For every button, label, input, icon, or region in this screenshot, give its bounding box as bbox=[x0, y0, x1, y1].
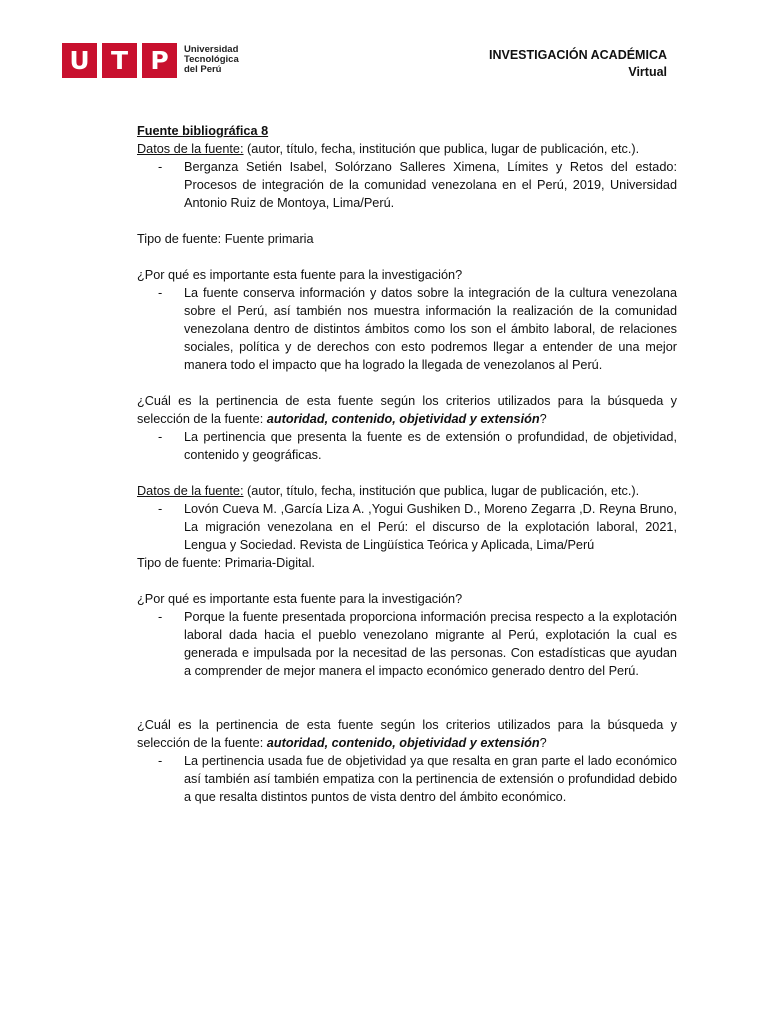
logo-line1: Universidad bbox=[184, 44, 239, 55]
source1-datos-label: Datos de la fuente: bbox=[137, 142, 244, 156]
bullet-dash: - bbox=[158, 754, 163, 768]
source2-pert-post: ? bbox=[539, 736, 547, 750]
logo-letter-u: U bbox=[62, 43, 97, 78]
logo-line2: Tecnológica bbox=[184, 54, 239, 65]
source1-why-answer bbox=[137, 284, 677, 374]
source2-pert-pre: ¿Cuál es la pertinencia de esta fuente según los criterios utilizados para la búsqueda y selección de la fuente: bbox=[137, 718, 677, 750]
source2-why-answer bbox=[137, 608, 677, 680]
source1-why-answer-text: La fuente conserva información y datos sobre la integración de la cultura venezolana sobre el Perú, así también nos muestra información la realización de la comunidad venezolana dentro de distintos ámbitos como los son el ámbito laboral, de relaciones sociales, política y de derechos con esto podremos llegar a entender de una mejor manera todo el impacto que ha logrado la llegada de venezolanos al Perú. bbox=[184, 286, 677, 372]
source1-tipo: Tipo de fuente: Fuente primaria bbox=[137, 232, 314, 246]
source2-why-answer-text: Porque la fuente presentada proporciona información precisa respecto a la explotación laboral dada hacia el pueblo venezolano migrante al Perú, explotación la cual es generada e impulsada por la necesitad de las personas. Con estadísticas que ayudan a comprender de mejor manera el impacto económico generado dentro del Perú. bbox=[184, 610, 677, 678]
source1-citation bbox=[137, 158, 677, 212]
bullet-dash: - bbox=[158, 160, 163, 174]
source1-datos-rest: (autor, título, fecha, institución que publica, lugar de publicación, etc.). bbox=[243, 142, 640, 156]
source2-citation bbox=[137, 500, 677, 554]
header-subtitle: Virtual bbox=[628, 65, 667, 79]
source2-citation-text: Lovón Cueva M. ,García Liza A. ,Yogui Gushiken D., Moreno Zegarra ,D. Reyna Bruno, La migración venezolana en el Perú: el discurso de la explotación laboral, 2021, Lengua y Sociedad. Revista de Lingüística Teórica y Aplicada, Lima/Perú bbox=[184, 502, 677, 552]
header-title: INVESTIGACIÓN ACADÉMICA bbox=[488, 48, 667, 62]
utp-logo bbox=[62, 42, 239, 78]
source1-pert-criteria: autoridad, contenido, objetividad y extensión bbox=[266, 412, 540, 426]
section-title: Fuente bibliográfica 8 bbox=[137, 124, 269, 138]
source1-pert-post: ? bbox=[539, 412, 547, 426]
document-header bbox=[489, 47, 667, 81]
logo-text bbox=[184, 45, 239, 75]
logo-letter-t: T bbox=[102, 43, 137, 78]
source2-datos-rest: (autor, título, fecha, institución que publica, lugar de publicación, etc.). bbox=[243, 484, 640, 498]
bullet-dash: - bbox=[158, 502, 163, 516]
source1-why-question: ¿Por qué es importante esta fuente para la investigación? bbox=[137, 268, 463, 282]
source1-datos bbox=[137, 140, 677, 158]
bullet-dash: - bbox=[158, 286, 163, 300]
source2-pert-answer-text: La pertinencia usada fue de objetividad ya que resalta en gran parte el lado económico así también así también empatiza con la pertinencia de extensión o profundidad debido a que resalta distintos puntos de vista dentro del ámbito económico. bbox=[184, 754, 677, 804]
source2-pert-answer bbox=[137, 752, 677, 806]
source2-why-question: ¿Por qué es importante esta fuente para la investigación? bbox=[137, 592, 463, 606]
source2-pert-criteria: autoridad, contenido, objetividad y extensión bbox=[266, 736, 540, 750]
source1-pert-question bbox=[137, 392, 677, 428]
source1-pert-answer bbox=[137, 428, 677, 464]
logo-line3: del Perú bbox=[184, 64, 222, 75]
logo-letter-p: P bbox=[142, 43, 177, 78]
bullet-dash: - bbox=[158, 430, 163, 444]
source1-citation-text: Berganza Setién Isabel, Solórzano Salleres Ximena, Límites y Retos del estado: Procesos de integración de la comunidad venezolana en el Perú, 2019, Universidad Antonio Ruiz de Montoya, Lima/Perú. bbox=[184, 160, 677, 210]
bullet-dash: - bbox=[158, 610, 163, 624]
source2-tipo: Tipo de fuente: Primaria-Digital. bbox=[137, 556, 315, 570]
source2-datos bbox=[137, 482, 677, 500]
source2-datos-label: Datos de la fuente: bbox=[137, 484, 244, 498]
source2-pert-question bbox=[137, 716, 677, 752]
source1-pert-pre: ¿Cuál es la pertinencia de esta fuente según los criterios utilizados para la búsqueda y selección de la fuente: bbox=[137, 394, 677, 426]
document-body bbox=[137, 122, 677, 806]
source1-pert-answer-text: La pertinencia que presenta la fuente es de extensión o profundidad, de objetividad, contenido y geográficas. bbox=[184, 430, 677, 462]
